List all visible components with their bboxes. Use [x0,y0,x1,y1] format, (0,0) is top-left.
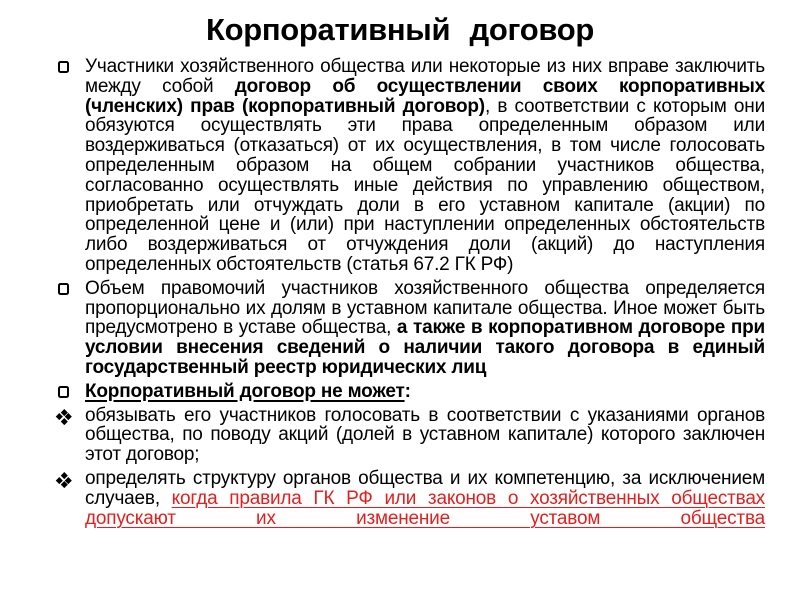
text-run-red-underlined: когда правила ГК РФ или законов о хозяйственных обществах допускают их изменение уставом общества [85,487,765,529]
slide-body [57,57,765,532]
paragraph-text [85,278,765,378]
bullet-paragraph-scope-of-rights [57,279,765,378]
text-run-bold: а также в корпоративном договоре при условии внесения сведений о наличии такого договора в единый государственный реестр юридических лиц [85,317,766,378]
paragraph-text [85,56,765,275]
bullet-paragraph-participants [57,57,765,275]
diamond-bullet-icon [57,473,71,487]
square-bullet-icon [58,386,69,398]
sub-bullet-paragraph-structure [57,469,765,528]
text-run-bold: договор об осуществлении своих корпоративных (членских) прав (корпоративный договор) [85,75,766,117]
paragraph-text [85,468,765,529]
text-run-bold-underlined: Корпоративный договор не может [85,380,405,402]
text-run: Объем правомочий участников хозяйственного общества определяется пропорционально их долям в уставном капитале общества. Иное может быть предусмотрено в уставе общества, [85,277,765,339]
sub-bullet-paragraph-voting [57,406,765,465]
text-run: , в соответствии с которым они обязуются осуществлять эти права определенным образом или воздерживаться (отказаться) от их осуществления, в том числе голосовать определенным образом на общем собрании участников общества, согласованно осуществлять иные действия по управлению обществом, приобретать или отчуждать доли в его уставном капитале (акции) по определенной цене и (или) при наступлении определенных обстоятельств либо воздерживаться от отчуждения доли (акций) до наступления определенных обстоятельств (статья 67.2 ГК РФ) [85,95,765,275]
paragraph-text [85,381,411,402]
diamond-bullet-icon [57,410,71,424]
paragraph-text [85,405,765,466]
text-run: Участники хозяйственного общества или некоторые из них вправе заключить между собой [85,56,765,97]
square-bullet-icon [58,61,69,73]
bullet-paragraph-cannot-heading [57,382,765,402]
text-run: обязывать его участников голосовать в соответствии с указаниями органов общества, по поводу акций (долей в уставном капитале) которого заключен этот договор; [85,404,765,466]
text-run-bold: : [404,380,411,402]
slide-title: Корпоративный договор [205,12,595,47]
text-run: определять структуру органов общества и их компетенцию, за исключением случаев, [85,467,765,509]
square-bullet-icon [58,283,69,295]
